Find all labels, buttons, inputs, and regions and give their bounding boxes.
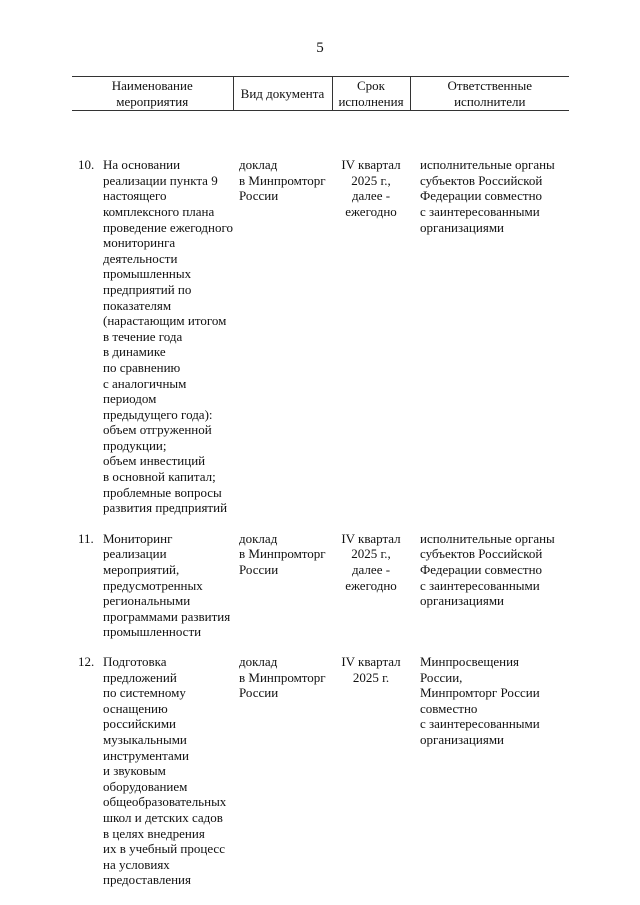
event-name-line: развития предприятий	[103, 500, 228, 516]
event-name-line: по сравнению	[103, 359, 181, 375]
plan-table	[72, 76, 569, 888]
event-name-line: (нарастающим итогом	[103, 313, 227, 329]
responsible-executors-line: организациями	[420, 219, 504, 235]
responsible-executors-line: субъектов Российской	[420, 546, 543, 562]
document-type-line: доклад	[239, 654, 278, 669]
execution-term-line: IV квартал	[341, 530, 401, 546]
responsible-executors-line: Федерации совместно	[420, 188, 543, 204]
event-name-line: оборудованием	[103, 778, 188, 794]
responsible-executors-line: организациями	[420, 731, 504, 747]
event-name-line: инструментами	[103, 747, 189, 763]
event-name-line: в целях внедрения	[103, 825, 205, 841]
table-row	[72, 640, 569, 888]
responsible-executors	[410, 111, 569, 516]
event-name-line: по системному	[103, 685, 186, 701]
responsible-executors-line: совместно	[420, 700, 478, 716]
header-name-line: Наименование	[111, 78, 193, 93]
responsible-executors-line: с заинтересованными	[420, 716, 540, 732]
event-name-line: их в учебный процесс	[103, 841, 225, 857]
responsible-executors	[410, 640, 569, 888]
document-type-line: России	[239, 685, 279, 701]
responsible-executors-line: исполнительные органы	[420, 157, 555, 173]
event-name-line: мониторинга	[103, 235, 176, 251]
event-name-line: мероприятий,	[103, 562, 180, 578]
header-responsible	[410, 77, 569, 111]
document-type-line: в Минпромторг	[239, 546, 326, 562]
table-row	[72, 111, 569, 516]
header-responsible-line: исполнители	[454, 93, 526, 109]
header-name-line: мероприятия	[116, 93, 189, 109]
header-doc-type-line: Вид документа	[240, 85, 325, 101]
document-type-line: в Минпромторг	[239, 669, 326, 685]
header-doc-type	[233, 77, 332, 111]
event-name-line: объем инвестиций	[103, 453, 206, 469]
event-name-line: деятельности	[103, 250, 178, 266]
event-name-line: настоящего	[103, 188, 167, 204]
event-name-line: предусмотренных	[103, 577, 203, 593]
event-name-line: продукции;	[103, 437, 167, 453]
event-name-line: объем отгруженной	[103, 422, 212, 438]
event-name-line: региональными	[103, 593, 191, 609]
event-name-line: показателям	[103, 297, 172, 313]
responsible-executors	[410, 516, 569, 640]
responsible-executors-line: с заинтересованными	[420, 577, 540, 593]
event-name-line: комплексного плана	[103, 203, 215, 219]
row-number: 11.	[78, 530, 94, 546]
header-term	[332, 77, 410, 111]
event-name-line: предприятий по	[103, 281, 192, 297]
document-type-line: России	[239, 562, 279, 578]
event-name-line: реализации	[103, 546, 167, 562]
responsible-executors-line: Минпромторг России	[420, 685, 540, 701]
page-number: 5	[316, 40, 324, 56]
responsible-executors-line: субъектов Российской	[420, 172, 543, 188]
header-term-line: Срок	[357, 78, 385, 93]
document-type	[233, 111, 332, 516]
row-number: 12.	[78, 654, 95, 669]
execution-term-line: 2025 г.	[352, 669, 390, 685]
event-name-line: промышленности	[103, 624, 202, 640]
event-name-line: и звуковым	[103, 763, 166, 779]
execution-term-line: IV квартал	[341, 654, 401, 669]
responsible-executors-line: Федерации совместно	[420, 562, 543, 578]
event-name	[99, 111, 233, 516]
event-name-line: с аналогичным	[103, 375, 187, 391]
execution-term-line: ежегодно	[345, 203, 397, 219]
row-number: 10.	[78, 157, 95, 173]
event-name-line: реализации пункта 9	[103, 172, 218, 188]
header-term-line: исполнения	[338, 93, 404, 109]
execution-term-line: IV квартал	[341, 157, 401, 173]
document-type-line: доклад	[239, 157, 278, 173]
event-name-line: предложений	[103, 669, 177, 685]
responsible-executors-line: России,	[420, 669, 463, 685]
responsible-executors-line: Минпросвещения	[420, 654, 520, 669]
document-type-line: в Минпромторг	[239, 172, 326, 188]
event-name-line: предыдущего года):	[103, 406, 213, 422]
event-name-line: На основании	[103, 157, 181, 173]
document-type-line: доклад	[239, 530, 278, 546]
execution-term-line: далее -	[351, 188, 391, 204]
event-name-line: программами развития	[103, 608, 231, 624]
event-name-line: общеобразовательных	[103, 794, 227, 810]
document-type-line: России	[239, 188, 279, 204]
event-name	[99, 640, 233, 888]
event-name-line: Подготовка	[103, 654, 167, 669]
execution-term-line: 2025 г.,	[351, 546, 391, 562]
event-name-line: в течение года	[103, 328, 183, 344]
event-name-line: школ и детских садов	[103, 809, 223, 825]
header-name	[72, 77, 233, 111]
table-header-row	[72, 77, 569, 111]
event-name-line: оснащению	[103, 700, 168, 716]
table-row	[72, 516, 569, 640]
header-responsible-line: Ответственные	[447, 78, 532, 93]
responsible-executors-line: исполнительные органы	[420, 530, 555, 546]
event-name-line: предоставления	[103, 872, 191, 888]
execution-term-line: далее -	[351, 562, 391, 578]
execution-term	[332, 640, 410, 888]
event-name-line: российскими	[103, 716, 177, 732]
execution-term	[332, 516, 410, 640]
event-name-line: проведение ежегодного	[103, 219, 233, 235]
event-name	[99, 516, 233, 640]
execution-term-line: 2025 г.,	[351, 172, 391, 188]
event-name-line: промышленных	[103, 266, 192, 282]
event-name-line: проблемные вопросы	[103, 484, 222, 500]
document-type	[233, 516, 332, 640]
document-type	[233, 640, 332, 888]
event-name-line: периодом	[103, 391, 157, 407]
event-name-line: музыкальными	[103, 731, 187, 747]
execution-term-line: ежегодно	[345, 577, 397, 593]
execution-term	[332, 111, 410, 516]
event-name-line: на условиях	[103, 856, 170, 872]
responsible-executors-line: организациями	[420, 593, 504, 609]
event-name-line: Мониторинг	[103, 530, 173, 546]
event-name-line: в основной капитал;	[103, 469, 216, 485]
responsible-executors-line: с заинтересованными	[420, 203, 540, 219]
event-name-line: в динамике	[103, 344, 166, 360]
